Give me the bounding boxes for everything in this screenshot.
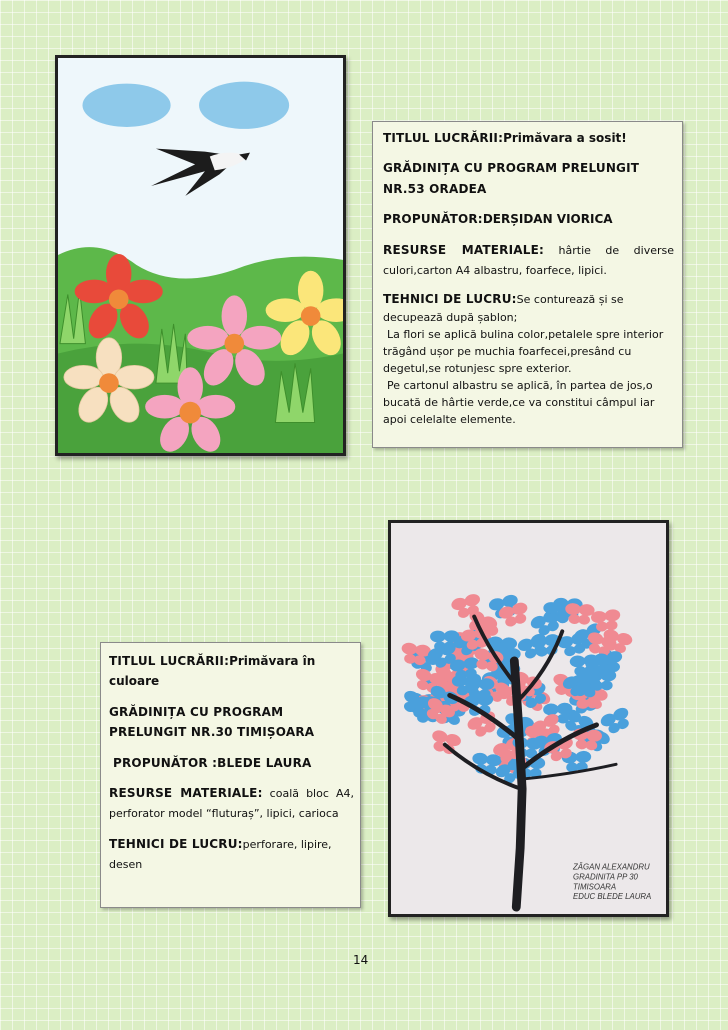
kindergarten-name: GRĂDINIȚA CU PROGRAM PRELUNGIT NR.30 TIMIȘOARA [109, 704, 315, 740]
svg-text:GRADINITA PP 30: GRADINITA PP 30 [573, 872, 638, 882]
materials: RESURSE MATERIALE: hârtie de diverse culori,carton A4 albastru, foarfece, lipici. [383, 242, 674, 277]
svg-text:ZĂGAN ALEXANDRU: ZĂGAN ALEXANDRU [573, 862, 650, 872]
project-title: TITLUL LUCRĂRII:Primăvara a sosit! [383, 131, 627, 145]
page-number: 14 [353, 953, 369, 967]
materials: RESURSE MATERIALE: coală bloc A4, perforator model “fluturaș”, lipici, carioca [109, 785, 354, 821]
cloud-left [82, 84, 170, 127]
proposer: PROPUNĂTOR:DERȘIDAN VIORICA [383, 212, 613, 227]
technique-background: Pe cartonul albastru se aplică, în partea de jos,o bucată de hârtie verde,ce va constitui câmpul iar apoi celelalte elemente. [383, 379, 655, 427]
project-title: TITLUL LUCRĂRII:Primăvara în culoare [109, 654, 316, 689]
proposer: PROPUNĂTOR :BLEDE LAURA [113, 755, 312, 770]
techniques: TEHNICI DE LUCRU:Se conturează și se decupează după șablon; La flori se aplică bulina color,petalele spre interior trăgând ușor pe muchia foarfecei,presând cu degetul,se rotunjesc spre exterior. Pe cartonul albastru se aplică, în partea de jos,o bucată de hârtie verde,ce va constitui câmpul iar apoi celelalte elemente. [383, 290, 674, 428]
svg-text:TIMISOARA: TIMISOARA [573, 882, 617, 892]
svg-text:EDUC BLEDE LAURA: EDUC BLEDE LAURA [573, 892, 652, 902]
cloud-right [199, 82, 289, 129]
craft-photo-spring-arrived [55, 55, 346, 456]
technique-flowers: La flori se aplică bulina color,petalele spre interior trăgând ușor pe muchia foarfecei,presând cu degetul,se rotunjesc spre exterior. [383, 327, 664, 376]
craft-photo-butterfly-tree [388, 520, 669, 917]
techniques: TEHNICI DE LUCRU:perforare, lipire, desen [109, 836, 332, 872]
project-info-box-oradea [372, 121, 683, 448]
project-info-box-timisoara [100, 642, 361, 908]
kindergarten-name: GRĂDINIȚA CU PROGRAM PRELUNGIT NR.53 ORADEA [383, 161, 640, 196]
